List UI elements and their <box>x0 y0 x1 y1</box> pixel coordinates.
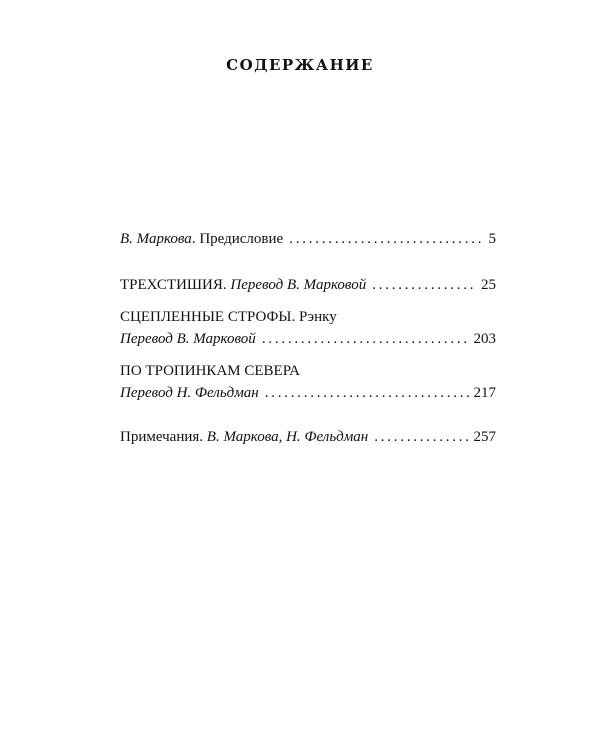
toc-entry-stseplennye-strofy[interactable] <box>120 306 496 350</box>
toc-leader-dots <box>289 228 484 250</box>
toc-translator: Перевод Н. Фельдман <box>120 385 259 401</box>
toc-leader-dots <box>374 426 469 448</box>
toc-entry-po-tropinkam-severa[interactable] <box>120 360 496 404</box>
toc-line <box>120 426 496 448</box>
toc-entry-preface[interactable] <box>120 228 496 250</box>
toc-authors: В. Маркова, Н. Фельдман <box>206 429 369 445</box>
toc-line <box>120 228 496 250</box>
toc-line <box>120 382 496 404</box>
toc-entry-text <box>120 274 366 296</box>
toc-author: В. Маркова <box>120 231 192 247</box>
table-of-contents <box>120 228 496 448</box>
toc-leader-dots <box>265 382 470 404</box>
toc-section-title: ТРЕХСТИШИЯ. <box>120 277 227 293</box>
toc-line <box>120 274 496 296</box>
toc-section-title: ПО ТРОПИНКАМ СЕВЕРА <box>120 363 300 379</box>
toc-leader-dots <box>372 274 477 296</box>
toc-translator: Перевод В. Марковой <box>120 331 256 347</box>
toc-title: . Предисловие <box>191 231 284 247</box>
toc-translator: Перевод В. Марковой <box>230 277 367 293</box>
toc-page-number: 5 <box>488 231 496 247</box>
toc-page-number: 257 <box>473 429 496 445</box>
toc-section-title: Примечания. <box>120 429 204 445</box>
toc-page-number: 203 <box>473 331 496 347</box>
page-title: СОДЕРЖАНИЕ <box>226 56 374 74</box>
toc-page-number: 217 <box>473 385 496 401</box>
toc-entry-trekhstishiya[interactable] <box>120 274 496 296</box>
toc-entry-text <box>120 228 283 250</box>
toc-entry-text <box>120 426 368 448</box>
toc-line <box>120 328 496 350</box>
toc-entry-notes[interactable] <box>120 426 496 448</box>
toc-section-title: СЦЕПЛЕННЫЕ СТРОФЫ. Рэнку <box>120 309 337 325</box>
toc-leader-dots <box>262 328 470 350</box>
toc-page-number: 25 <box>481 277 496 293</box>
